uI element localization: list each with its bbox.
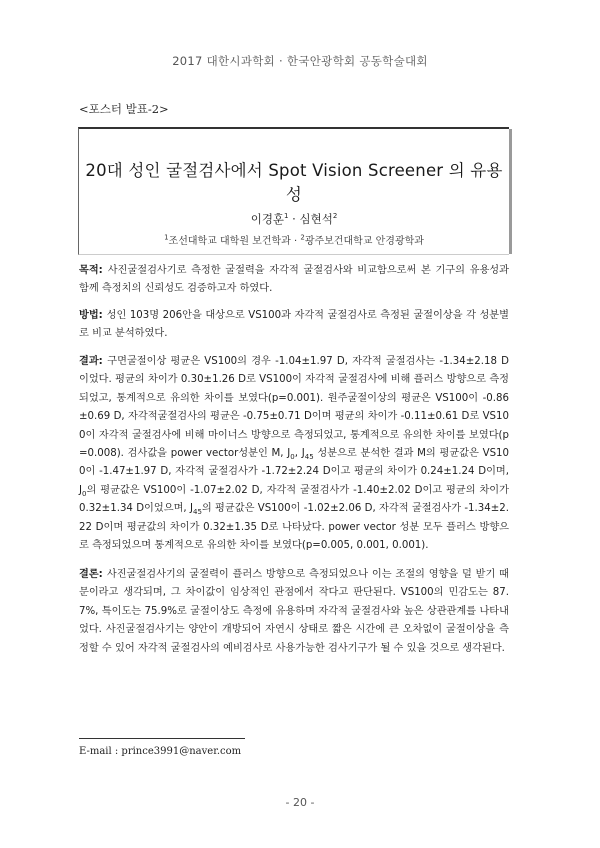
section-label: <포스터 발표-2> [79, 102, 169, 116]
purpose-label: 목적: [79, 265, 108, 276]
affil-1-sup: 1 [164, 233, 169, 242]
footnote-divider [79, 738, 245, 739]
author-2-sup: 2 [332, 212, 338, 221]
method-paragraph [79, 307, 509, 344]
results-text-3: 성분으로 분석한 결과 M의 평균값은 VS100이 -1.47±1.97 D, 자각적 굴절검사가 -1.72±2.24 D이고 평균의 차이가 0.24±1.24 D이며, J [79, 448, 509, 496]
author-separator: · [288, 212, 300, 226]
author-1-sup: 1 [284, 212, 289, 221]
affiliations [79, 232, 509, 247]
affil-2-sup: 2 [300, 233, 305, 242]
affil-2: 광주보건대학교 안경광학과 [304, 236, 424, 247]
author-2: 심현석 [299, 212, 333, 226]
conclusion-paragraph [79, 566, 509, 658]
paper-title: 20대 성인 굴절검사에서 Spot Vision Screener 의 유용성 [85, 161, 503, 204]
author-1: 이경훈 [250, 212, 285, 226]
title-box [78, 127, 509, 255]
conclusion-label: 결론: [79, 569, 107, 580]
results-text-2: , J [294, 448, 305, 460]
conference-header: 2017 대한시과학회 · 한국안광학회 공동학술대회 [172, 54, 428, 68]
j45-subscript: 45 [304, 453, 314, 462]
purpose-text: 사진굴절검사기로 측정한 굴절력을 자각적 굴절검사와 비교함으로써 본 기구의 유용성과 함께 측정치의 신뢰성도 검증하고자 하였다. [79, 265, 509, 295]
purpose-paragraph [79, 262, 509, 299]
results-text-5: 의 평균값은 VS100이 -1.02±2.06 D, 자각적 굴절검사가 -1.34±2.22 D이며 평균값의 차이가 0.32±1.35 D로 나타났다. power vector 성분 모두 플러스 방향으로 측정되었으며 통계적으로 유의한 차이를 보였다(p=0.005, 0.001, 0.001). [79, 503, 509, 552]
conclusion-text: 사진굴절검사기의 굴절력이 플러스 방향으로 측정되었으나 이는 조절의 영향을 덜 받기 때문이라고 생각되며, 그 차이값이 임상적인 관점에서 작다고 판단된다. VS100의 민감도는 87.7%, 특이도는 75.9%로 굴절이상도 측정에 유용하며 자각적 굴절검사와 높은 상관관계를 나타내었다. 사진굴절검사기는 양안이 개방되어 자연시 상태로 짧은 시간에 큰 오차없이 굴절이상을 측정할 수 있어 자각적 굴절검사의 예비검사로 사용가능한 검사기구가 될 수 있을 것으로 생각된다. [79, 569, 509, 654]
j0-subscript: 0 [290, 453, 295, 462]
page-number: - 20 - [285, 796, 315, 809]
results-paragraph [79, 353, 509, 555]
email-footnote: E-mail : prince3991@naver.com [79, 746, 242, 757]
author-list [79, 211, 509, 227]
j0-subscript-2: 0 [82, 489, 87, 498]
method-label: 방법: [79, 310, 107, 321]
j45-subscript-2: 45 [192, 508, 202, 517]
results-label: 결과: [79, 356, 108, 367]
affil-1: 조선대학교 대학원 보건학과 · [168, 236, 301, 247]
results-text-4: 의 평균값은 VS100이 -1.07±2.02 D, 자각적 굴절검사가 -1.40±2.02 D이고 평균의 차이가 0.32±1.34 D이었으며, J [79, 484, 509, 515]
results-text-1: 구면굴절이상 평균은 VS100의 경우 -1.04±1.97 D, 자각적 굴절검사는 -1.34±2.18 D이었다. 평균의 차이가 0.30±1.26 D로 VS100이 자각적 굴절검사에 비해 플러스 방향으로 측정되었고, 통계적으로 유의한 차이를 보였다(p=0.001). 원주굴절이상의 평균은 VS100이 -0.86±0.69 D, 자각적굴절검사의 평균은 -0.75±0.71 D이며 평균의 차이가 -0.11±0.61 D로 VS100이 자각적 굴절검사에 비해 마이너스 방향으로 측정되었고, 통계적으로 유의한 차이를 보였다(p=0.008). 검사값을 power vector성분인 M, J [79, 356, 509, 460]
method-text: 성인 103명 206안을 대상으로 VS100과 자각적 굴절검사로 측정된 굴절이상을 각 성분별로 비교 분석하였다. [79, 310, 509, 340]
